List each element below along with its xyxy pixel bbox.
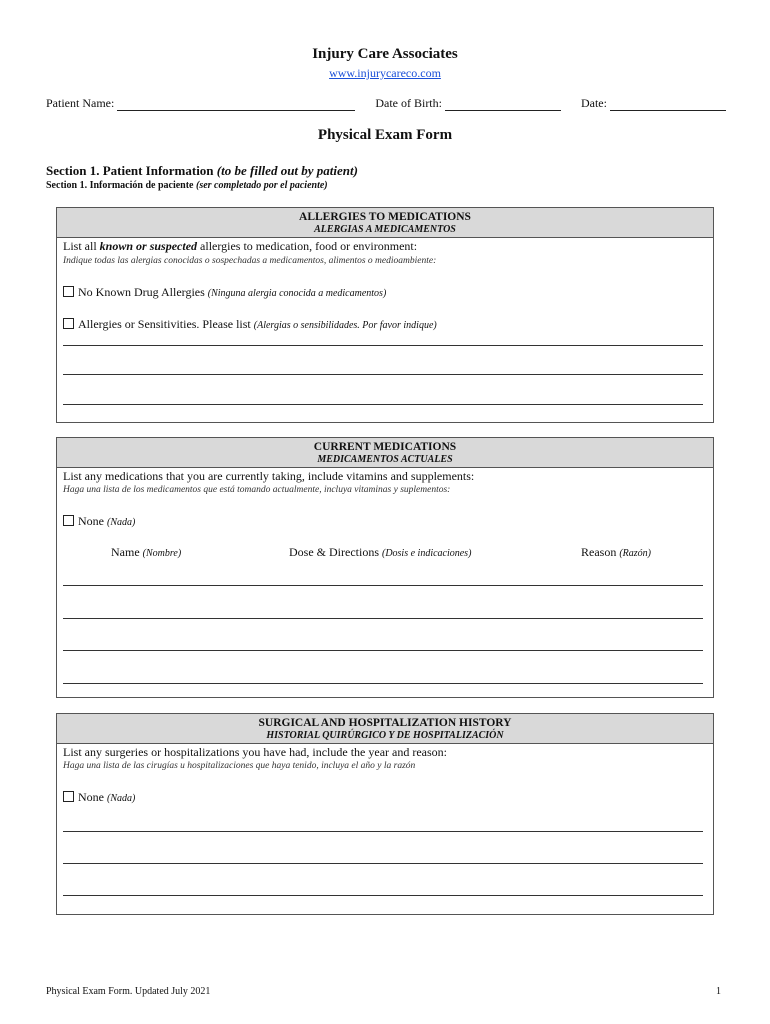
- surgical-header: [57, 714, 713, 744]
- section-subtitle-note: (ser completado por el paciente): [196, 180, 328, 191]
- dob-line[interactable]: [445, 98, 561, 111]
- medication-entry-line[interactable]: [63, 618, 703, 619]
- medications-box: [56, 437, 714, 698]
- surgical-none-option[interactable]: [63, 790, 135, 805]
- dob-label: Date of Birth:: [375, 96, 442, 110]
- medications-heading: CURRENT MEDICATIONS: [313, 441, 457, 453]
- allergies-list-checkbox[interactable]: [63, 318, 74, 329]
- allergies-box: [56, 207, 714, 423]
- surgical-none-checkbox[interactable]: [63, 791, 74, 802]
- medications-heading-es: MEDICAMENTOS ACTUALES: [317, 454, 453, 465]
- surgical-prompt-es: Haga una lista de las cirugías u hospitalizaciones que haya tenido, incluya el año y la razón: [63, 761, 416, 771]
- allergies-heading-es: ALERGIAS A MEDICAMENTOS: [314, 224, 456, 235]
- allergies-answer-line[interactable]: [63, 404, 703, 405]
- section-subtitle: [46, 180, 328, 191]
- medications-none-label-es: (Nada): [107, 517, 136, 528]
- section-subtitle-text: Section 1. Información de paciente: [46, 180, 194, 191]
- medication-entry-line[interactable]: [63, 650, 703, 651]
- patient-name-field[interactable]: [46, 96, 355, 111]
- medications-prompt: List any medications that you are currently taking, include vitamins and supplements:: [63, 469, 475, 483]
- surgical-prompt: List any surgeries or hospitalizations you have had, include the year and reason:: [63, 745, 447, 759]
- medications-none-option[interactable]: [63, 514, 135, 529]
- column-header-reason: [581, 545, 651, 560]
- patient-name-line[interactable]: [117, 98, 355, 111]
- org-name: Injury Care Associates: [312, 46, 458, 62]
- column-header-name-label-es: (Nombre): [142, 548, 182, 559]
- date-label: Date:: [580, 96, 607, 110]
- page-number: 1: [716, 986, 721, 997]
- surgical-history-box: [56, 713, 714, 915]
- medications-none-label: None: [78, 514, 104, 528]
- allergies-heading: ALLERGIES TO MEDICATIONS: [299, 211, 471, 223]
- surgical-none-label: None: [78, 790, 104, 804]
- no-known-allergies-label-es: (Ninguna alergia conocida a medicamentos): [207, 288, 387, 299]
- allergies-list-option[interactable]: [63, 317, 437, 332]
- medications-header: [57, 438, 713, 468]
- no-known-allergies-label: No Known Drug Allergies: [78, 285, 205, 299]
- allergies-prompt-pre: List all: [63, 239, 97, 253]
- section-title-note: (to be filled out by patient): [216, 163, 358, 178]
- date-field[interactable]: [581, 96, 726, 111]
- surgical-entry-line[interactable]: [63, 895, 703, 896]
- no-known-allergies-option[interactable]: [63, 285, 386, 300]
- allergies-prompt: [63, 239, 417, 254]
- column-header-dose: [289, 545, 471, 560]
- surgical-entry-line[interactable]: [63, 831, 703, 832]
- surgical-heading-es: HISTORIAL QUIRÚRGICO Y DE HOSPITALIZACIÓN: [266, 730, 504, 741]
- column-header-dose-label-es: (Dosis e indicaciones): [381, 548, 472, 559]
- section-title: [46, 163, 358, 179]
- allergies-header: [57, 208, 713, 238]
- medications-prompt-es: Haga una lista de los medicamentos que está tomando actualmente, incluya vitaminas y suplementos:: [63, 485, 451, 495]
- medication-entry-line[interactable]: [63, 683, 703, 684]
- column-header-reason-label-es: (Razón): [619, 548, 651, 559]
- allergies-answer-line[interactable]: [63, 345, 703, 346]
- patient-meta-row: [46, 96, 726, 111]
- surgical-entry-line[interactable]: [63, 863, 703, 864]
- allergies-answer-line[interactable]: [63, 374, 703, 375]
- form-title: Physical Exam Form: [317, 127, 453, 143]
- allergies-prompt-es: Indique todas las alergias conocidas o sospechadas a medicamentos, alimentos o medioambiente:: [63, 256, 437, 266]
- patient-name-label: Patient Name:: [46, 96, 115, 110]
- column-header-name-label: Name: [111, 545, 140, 559]
- column-header-dose-label: Dose & Directions: [289, 545, 379, 559]
- allergies-prompt-em: known or suspected: [99, 239, 198, 253]
- medications-none-checkbox[interactable]: [63, 515, 74, 526]
- allergies-prompt-post: allergies to medication, food or environment:: [200, 239, 418, 253]
- footer-text: Physical Exam Form. Updated July 2021: [46, 986, 211, 997]
- allergies-list-label: Allergies or Sensitivities. Please list: [78, 317, 251, 331]
- date-line[interactable]: [610, 98, 726, 111]
- dob-field[interactable]: [375, 96, 561, 111]
- surgical-none-label-es: (Nada): [107, 793, 136, 804]
- surgical-heading: SURGICAL AND HOSPITALIZATION HISTORY: [258, 717, 512, 729]
- no-known-allergies-checkbox[interactable]: [63, 286, 74, 297]
- org-website-link[interactable]: www.injurycareco.com: [329, 66, 441, 80]
- column-header-reason-label: Reason: [581, 545, 617, 559]
- section-title-text: Section 1. Patient Information: [46, 163, 214, 178]
- column-header-name: [111, 545, 181, 560]
- medication-entry-line[interactable]: [63, 585, 703, 586]
- allergies-list-label-es: (Alergias o sensibilidades. Por favor indique): [253, 320, 437, 331]
